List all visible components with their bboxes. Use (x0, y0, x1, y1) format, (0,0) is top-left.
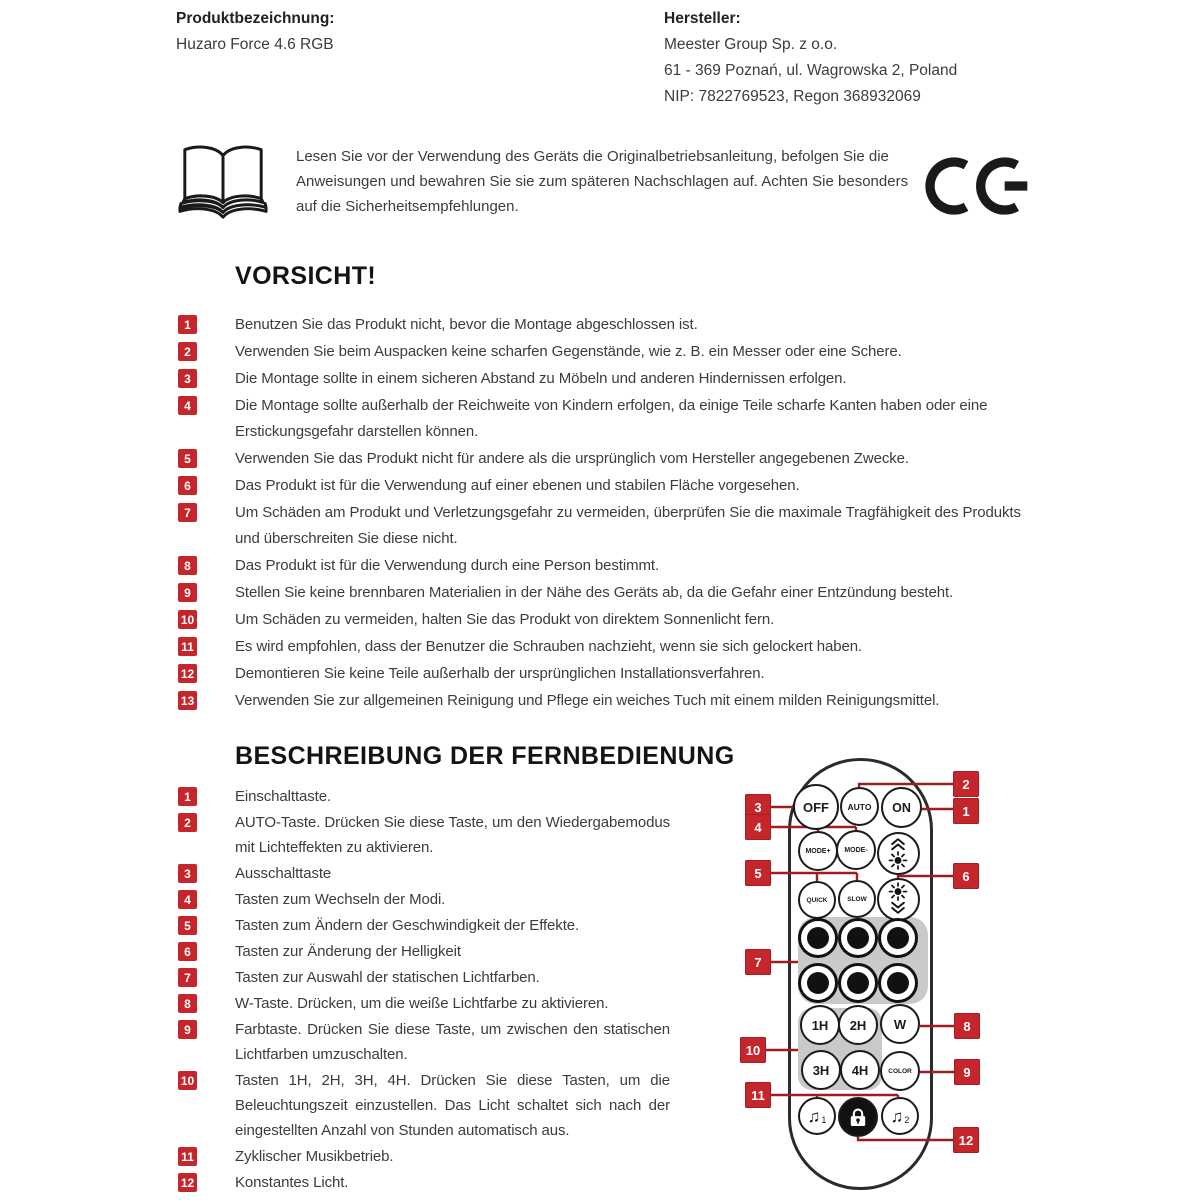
product-designation (176, 6, 334, 58)
callout-5: 5 (745, 860, 771, 886)
remote-item-text: Tasten zur Änderung der Helligkeit (235, 943, 461, 960)
remote-number-badge: 1 (178, 787, 197, 806)
warning-text: Demontieren Sie keine Teile außerhalb der ursprünglichen Installationsverfahren. (235, 665, 765, 682)
music-note-1-icon: ♫ (807, 1106, 821, 1126)
warning-text: Verwenden Sie zur allgemeinen Reinigung und Pflege ein weiches Tuch mit einem milden Reinigungsmittel. (235, 692, 940, 709)
remote-item (178, 810, 672, 860)
warning-item (178, 312, 1038, 338)
warning-number-badge: 6 (178, 476, 197, 495)
remote-item (178, 1144, 672, 1169)
callout-11: 11 (745, 1082, 771, 1108)
product-designation-label: Produktbezeichnung: (176, 10, 335, 27)
warning-item (178, 446, 1038, 472)
remote-item (178, 861, 672, 886)
manufacturer-info (664, 6, 957, 110)
callout-8: 8 (954, 1013, 980, 1039)
remote-item-text: AUTO-Taste. Drücken Sie diese Taste, um den Wiedergabemodus mit Lichteffekten zu aktivieren. (235, 814, 670, 856)
manufacturer-name: Meester Group Sp. z o.o. (664, 36, 838, 53)
remote-number-badge: 7 (178, 968, 197, 987)
callout-2: 2 (953, 771, 979, 797)
remote-number-badge: 10 (178, 1071, 197, 1090)
remote-item-text: Tasten 1H, 2H, 3H, 4H. Drücken Sie diese Tasten, um die Beleuchtungszeit einzustellen. Das Licht schaltet sich nach der eingestellten Anzahl von Stunden automatisch aus. (235, 1072, 670, 1139)
remote-item (178, 887, 672, 912)
warning-text: Verwenden Sie das Produkt nicht für andere als die ursprünglich vom Hersteller angegebenen Zwecke. (235, 450, 909, 467)
remote-button-color: COLOR (880, 1051, 920, 1091)
warning-number-badge: 11 (178, 637, 197, 656)
notice-text: Lesen Sie vor der Verwendung des Geräts die Originalbetriebsanleitung, befolgen Sie die Anweisungen und bewahren Sie sie zum späteren Nachschlagen auf. Achten Sie besonders auf die Sicherheitsempfehlungen. (296, 148, 909, 215)
warning-text: Das Produkt ist für die Verwendung auf einer ebenen und stabilen Fläche vorgesehen. (235, 477, 800, 494)
remote-number-badge: 6 (178, 942, 197, 961)
remote-description-list (178, 784, 672, 1196)
warning-number-badge: 2 (178, 342, 197, 361)
remote-button-off: OFF (793, 784, 839, 830)
warning-item (178, 339, 1038, 365)
warning-text: Die Montage sollte in einem sicheren Abstand zu Möbeln und anderen Hindernissen erfolgen. (235, 370, 847, 387)
warning-item (178, 688, 1038, 714)
music-note-2-icon: ♫ (890, 1106, 904, 1126)
warning-text: Das Produkt ist für die Verwendung durch eine Person bestimmt. (235, 557, 660, 574)
brightness-down-icon (885, 882, 911, 916)
manufacturer-ids: NIP: 7822769523, Regon 368932069 (664, 88, 921, 105)
remote-item-text: Farbtaste. Drücken Sie diese Taste, um zwischen den statischen Lichtfarben umzuschalten. (235, 1021, 670, 1063)
remote-button-mode-minus: MODE- (836, 830, 876, 870)
callout-6: 6 (953, 863, 979, 889)
remote-button-mode-plus: MODE+ (798, 831, 838, 871)
warning-text: Es wird empfohlen, dass der Benutzer die Schrauben nachzieht, wenn sie sich gelockert haben. (235, 638, 863, 655)
product-name: Huzaro Force 4.6 RGB (176, 36, 334, 53)
warning-number-badge: 12 (178, 664, 197, 683)
music-1-subscript: 1 (821, 1115, 827, 1125)
remote-item-text: Einschalttaste. (235, 788, 332, 805)
remote-number-badge: 2 (178, 813, 197, 832)
warning-text: Um Schäden am Produkt und Verletzungsgefahr zu vermeiden, überprüfen Sie die maximale Tragfähigkeit des Produkts und überschreiten Sie diese nicht. (235, 504, 1021, 547)
warning-item (178, 553, 1038, 579)
remote-button-music-1 (798, 1097, 836, 1135)
manufacturer-label: Hersteller: (664, 10, 741, 27)
remote-item-text: Tasten zum Wechseln der Modi. (235, 891, 446, 908)
warning-item (178, 500, 1038, 552)
callout-4: 4 (745, 814, 771, 840)
remote-number-badge: 4 (178, 890, 197, 909)
open-book-icon (176, 140, 270, 224)
warning-text: Stellen Sie keine brennbaren Materialien in der Nähe des Geräts ab, da die Gefahr einer Entzündung besteht. (235, 584, 954, 601)
remote-item-text: Ausschalttaste (235, 865, 332, 882)
remote-item (178, 1170, 672, 1195)
callout-3: 3 (745, 794, 771, 820)
remote-button-1h: 1H (800, 1005, 840, 1045)
remote-button-3h: 3H (801, 1050, 841, 1090)
warning-item (178, 393, 1038, 445)
warning-number-badge: 8 (178, 556, 197, 575)
remote-button-brightness-up (877, 832, 920, 875)
remote-item-text: Tasten zum Ändern der Geschwindigkeit der Effekte. (235, 917, 580, 934)
remote-item (178, 991, 672, 1016)
warning-number-badge: 5 (178, 449, 197, 468)
remote-item (178, 965, 672, 990)
warning-text: Benutzen Sie das Produkt nicht, bevor die Montage abgeschlossen ist. (235, 316, 698, 333)
warnings-list (178, 312, 1038, 715)
remote-number-badge: 5 (178, 916, 197, 935)
warning-number-badge: 9 (178, 583, 197, 602)
color-dot-button (878, 918, 918, 958)
remote-button-music-2 (881, 1097, 919, 1135)
remote-button-slow: SLOW (838, 880, 876, 918)
color-dot-button (798, 918, 838, 958)
brightness-up-icon (885, 836, 911, 870)
remote-button-lock (838, 1097, 878, 1137)
read-manual-notice (176, 140, 924, 224)
color-dot-button (798, 963, 838, 1003)
remote-item (178, 784, 672, 809)
remote-item (178, 913, 672, 938)
warning-text: Die Montage sollte außerhalb der Reichweite von Kindern erfolgen, da einige Teile scharfe Kanten haben oder eine Erstickungsgefahr darstellen können. (235, 397, 988, 440)
remote-item (178, 939, 672, 964)
warning-number-badge: 1 (178, 315, 197, 334)
remote-item-text: Tasten zur Auswahl der statischen Lichtfarben. (235, 969, 540, 986)
remote-number-badge: 11 (178, 1147, 197, 1166)
remote-number-badge: 8 (178, 994, 197, 1013)
remote-item-text: W-Taste. Drücken, um die weiße Lichtfarbe zu aktivieren. (235, 995, 609, 1012)
warning-text: Verwenden Sie beim Auspacken keine scharfen Gegenstände, wie z. B. ein Messer oder eine Schere. (235, 343, 902, 360)
remote-section-title: BESCHREIBUNG DER FERNBEDIENUNG (235, 742, 735, 770)
warning-text: Um Schäden zu vermeiden, halten Sie das Produkt von direktem Sonnenlicht fern. (235, 611, 775, 628)
warning-number-badge: 10 (178, 610, 197, 629)
color-dot-button (838, 963, 878, 1003)
warning-number-badge: 13 (178, 691, 197, 710)
warning-number-badge: 7 (178, 503, 197, 522)
callout-10: 10 (740, 1037, 766, 1063)
warning-item (178, 366, 1038, 392)
remote-button-2h: 2H (838, 1005, 878, 1045)
music-2-subscript: 2 (904, 1115, 910, 1125)
warning-item (178, 661, 1038, 687)
remote-button-quick: QUICK (798, 881, 836, 919)
callout-1: 1 (953, 798, 979, 824)
color-dot-button (838, 918, 878, 958)
remote-number-badge: 9 (178, 1020, 197, 1039)
manufacturer-address: 61 - 369 Poznań, ul. Wagrowska 2, Poland (664, 62, 958, 79)
remote-button-on: ON (881, 787, 922, 828)
warning-number-badge: 3 (178, 369, 197, 388)
remote-button-auto: AUTO (840, 787, 879, 826)
warning-item (178, 580, 1038, 606)
remote-button-brightness-down (877, 878, 920, 921)
remote-diagram (735, 750, 997, 1200)
warning-item (178, 473, 1038, 499)
callout-9: 9 (954, 1059, 980, 1085)
warning-item (178, 634, 1038, 660)
lock-icon (846, 1105, 870, 1129)
callout-12: 12 (953, 1127, 979, 1153)
callout-7: 7 (745, 949, 771, 975)
color-dot-button (878, 963, 918, 1003)
remote-item-text: Zyklischer Musikbetrieb. (235, 1148, 394, 1165)
warning-item (178, 607, 1038, 633)
remote-button-4h: 4H (840, 1050, 880, 1090)
warning-number-badge: 4 (178, 396, 197, 415)
remote-number-badge: 12 (178, 1173, 197, 1192)
remote-item (178, 1068, 672, 1143)
remote-button-w: W (880, 1004, 920, 1044)
remote-number-badge: 3 (178, 864, 197, 883)
remote-item-text: Konstantes Licht. (235, 1174, 349, 1191)
remote-item (178, 1017, 672, 1067)
warnings-title: VORSICHT! (235, 262, 377, 290)
ce-mark-icon (922, 146, 1034, 226)
